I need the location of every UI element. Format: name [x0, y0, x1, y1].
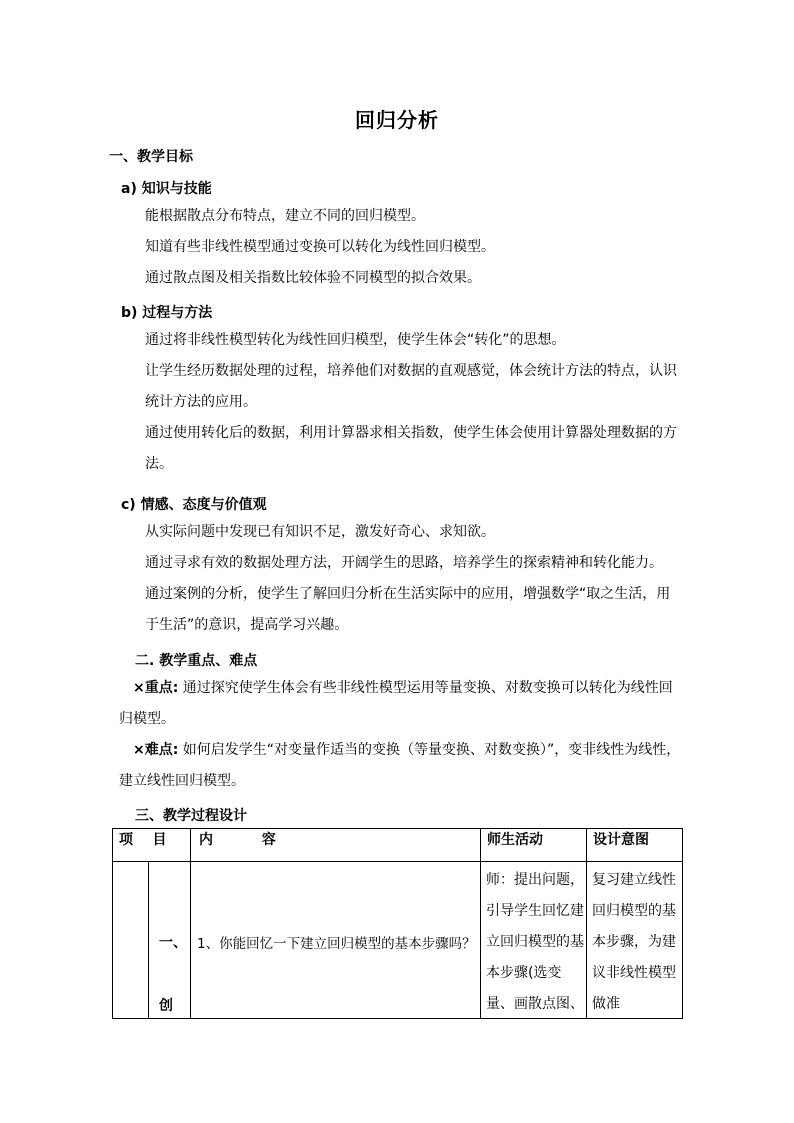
row-item-label: 创 — [159, 998, 173, 1014]
table-row-blank-cell — [113, 862, 149, 1019]
difficult-point-label: ×难点: — [133, 742, 179, 758]
subsection-emotion-values-heading: c) 情感、态度与价值观 — [121, 497, 267, 513]
document-title: 回归分析 — [355, 108, 439, 132]
row-intent-text: 复习建立线性回归模型的基本步骤，为建议非线性模型做准 — [592, 872, 676, 1012]
key-point-paragraph — [119, 673, 682, 735]
difficult-point-paragraph — [119, 735, 682, 797]
process-item-3: 通过使用转化后的数据，利用计算器求相关指数，使学生体会使用计算器处理数据的方法。 — [145, 425, 677, 472]
row-intent-cell — [587, 862, 683, 1019]
subsection-knowledge-skills-heading: a) 知识与技能 — [121, 181, 212, 197]
row-item-number: 一、 — [159, 935, 187, 951]
knowledge-item-1: 能根据散点分布特点，建立不同的回归模型。 — [145, 208, 425, 224]
emotion-item-3: 通过案例的分析，使学生了解回归分析在生活实际中的应用，增强数学“取之生活，用于生活”的意识，提高学习兴趣。 — [145, 586, 671, 633]
process-item-1: 通过将非线性模型转化为线性回归模型，使学生体会“转化”的思想。 — [145, 332, 566, 348]
header-content: 内 容 — [191, 829, 481, 862]
emotion-item-2: 通过寻求有效的数据处理方法，开阔学生的思路，培养学生的探索精神和转化能力。 — [145, 555, 663, 571]
row-content-text: 1、你能回忆一下建立回归模型的基本步骤吗？ — [197, 936, 476, 952]
row-content-cell — [191, 862, 481, 1019]
lesson-process-table — [112, 828, 683, 1019]
section-process-design-heading: 三、教学过程设计 — [135, 808, 247, 824]
subsection-process-method-heading: b) 过程与方法 — [121, 305, 213, 321]
row-activity-text: 师：提出问题，引导学生回忆建立回归模型的基本步骤(选变量、画散点图、 — [486, 872, 584, 1012]
knowledge-item-3: 通过散点图及相关指数比较体验不同模型的拟合效果。 — [145, 270, 481, 286]
knowledge-item-2: 知道有些非线性模型通过变换可以转化为线性回归模型。 — [145, 239, 495, 255]
key-point-label: ×重点: — [133, 680, 179, 696]
row-item-cell — [149, 862, 191, 1019]
header-activity: 师生活动 — [481, 829, 587, 862]
key-point-text: 通过探究使学生体会有些非线性模型运用等量变换、对数变换可以转化为线性回归模型。 — [119, 680, 673, 727]
header-intent: 设计意图 — [587, 829, 683, 862]
emotion-item-1: 从实际问题中发现已有知识不足，激发好奇心、求知欲。 — [145, 524, 495, 540]
difficult-point-text: 如何启发学生“对变量作适当的变换（等量变换、对数变换）”，变非线性为线性，建立线性回归模型。 — [119, 742, 681, 789]
header-item: 项 目 — [113, 829, 191, 862]
section-key-points-heading: 二. 教学重点、难点 — [135, 653, 258, 669]
table-row — [113, 862, 683, 1019]
table-header-row — [113, 829, 683, 862]
section-teaching-objectives-heading: 一、教学目标 — [109, 149, 193, 165]
process-item-2: 让学生经历数据处理的过程，培养他们对数据的直观感觉，体会统计方法的特点，认识统计方法的应用。 — [145, 363, 677, 410]
row-activity-cell — [481, 862, 587, 1019]
